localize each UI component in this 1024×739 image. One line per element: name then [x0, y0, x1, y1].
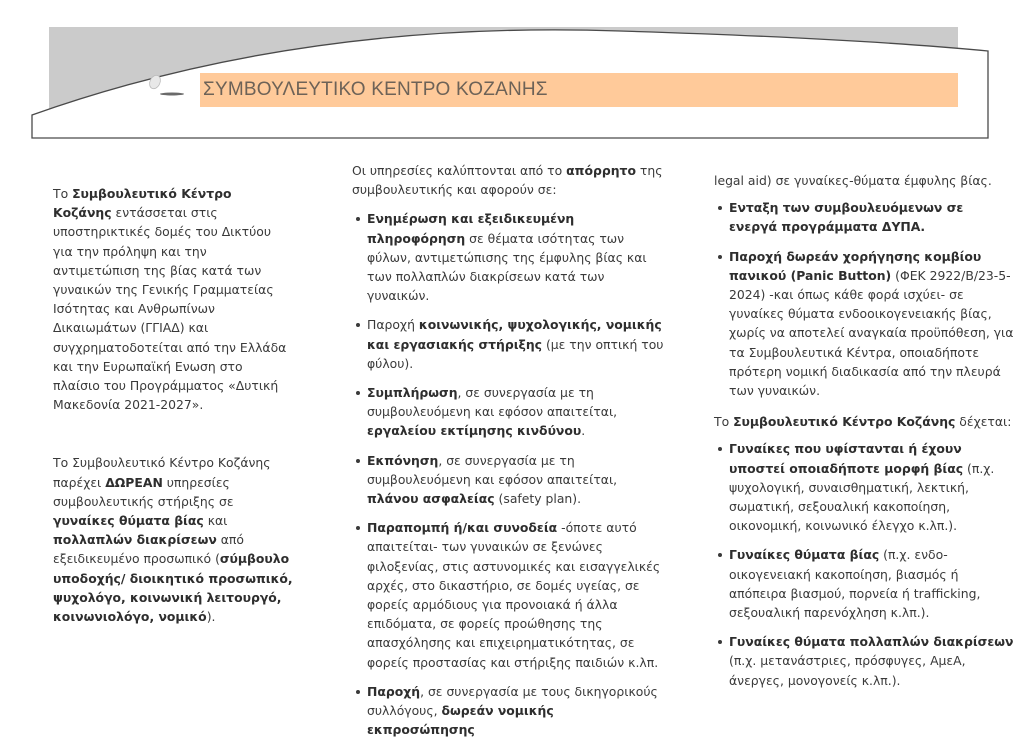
emphasis: απόρρητο: [566, 163, 636, 178]
emphasis: γυναίκες θύματα βίας: [53, 513, 204, 529]
accepts-list: [714, 439, 1014, 689]
text: (π.χ. ψυχολογική, συναισθηματική, λεκτική, σωματική, σεξουαλική κακοποίηση, οικονομική, κοινωνικό έλεγχο κ.λπ.).: [729, 460, 995, 534]
left-column: [53, 184, 293, 626]
list-item: [352, 518, 664, 672]
text: , σε συνεργασία με τη συμβουλευόμενη και εφόσον απαιτείται,: [367, 385, 618, 420]
text: (π.χ. ενδο-οικογενειακή κακοποίηση, βιασμός ή απόπειρα βιασμού, πορνεία ή trafficking, σεξουαλική παρενόχληση κ.λπ.).: [729, 547, 981, 621]
text: σε θέματα ισότητας των φύλων, αντιμετώπισης της έμφυλης βίας και των πολλαπλών διακρίσεων κατά των γυναικών.: [367, 230, 647, 304]
text: Παροχή: [367, 317, 419, 333]
list-item: [352, 315, 664, 373]
emphasis: Γυναίκες που υφίστανται ή έχουν υποστεί οποιαδήποτε μορφή βίας: [729, 441, 964, 476]
list-item: [714, 439, 1014, 535]
right-column: [714, 171, 1014, 690]
services-intro: [352, 161, 664, 199]
text: , σε συνεργασία με τους δικηγορικούς συλλόγους,: [367, 683, 658, 719]
text: , σε συνεργασία με τη συμβουλευόμενη και εφόσον απαιτείται,: [367, 452, 618, 487]
list-item: [352, 209, 664, 305]
emphasis: πολλαπλών διακρίσεων: [53, 532, 217, 548]
list-item: [714, 545, 1014, 622]
continued-text: legal aid) σε γυναίκες-θύματα έμφυλης βίας.: [714, 173, 992, 188]
text: -όποτε αυτό απαιτείται- των γυναικών σε ξενώνες φιλοξενίας, στις αστυνομικές και εισαγγελικές αρχές, στο δικαστήριο, σε δομές υγείας, σε φορείς αρμόδιους για προνοιακά ή άλλα επιδόματα, σε φορείς προώθησης της απασχόλησης και επιχειρηματικότητας, σε φορείς προστασίας και στήριξης παιδιών κ.λπ.: [367, 520, 661, 670]
emphasis: Γυναίκες θύματα πολλαπλών διακρίσεων: [729, 634, 1014, 650]
emphasis: Συμπλήρωση: [367, 385, 458, 401]
services-list: [352, 209, 664, 739]
middle-column: [352, 161, 664, 739]
emphasis: δωρεάν νομικής εκπροσώπησης: [367, 703, 554, 738]
intro-paragraph: [53, 184, 293, 414]
page-header: [0, 0, 1024, 150]
accepts-intro: [714, 412, 1014, 431]
center-name: Συμβουλευτικό Κέντρο Κοζάνης: [733, 414, 956, 430]
center-name: Συμβουλευτικό Κέντρο Κοζάνης: [53, 186, 232, 221]
emphasis: Παροχή δωρεάν χορήγησης κομβίου πανικού (Panic Button): [729, 248, 982, 283]
list-item: [714, 632, 1014, 690]
text: Το: [714, 414, 734, 430]
text: και: [203, 513, 228, 529]
text: της συμβουλευτικής και αφορούν σε:: [352, 163, 663, 198]
emphasis: Γυναίκες θύματα βίας: [729, 547, 880, 563]
list-item: [714, 198, 1014, 236]
services-paragraph: [53, 453, 293, 626]
text: ).: [206, 609, 216, 625]
emphasis: Παροχή: [367, 683, 421, 699]
text: (με την οπτική του φύλου).: [367, 336, 664, 371]
emphasis: πλάνου ασφαλείας: [367, 491, 495, 507]
list-item: [352, 451, 664, 509]
text: Το: [53, 186, 73, 201]
text: Οι υπηρεσίες καλύπτονται από το: [352, 163, 567, 178]
list-item: [352, 682, 664, 739]
text: εντάσσεται στις υποστηρικτικές δομές του Δικτύου για την πρόληψη και την αντιμετώπιση της βίας κατά των γυναικών της Γενικής Γραμματείας Ισότητας και Ανθρωπίνων Δικαιωμάτων (ΓΓΙΑΔ) και συγχρηματοδοτείται από την Ελλάδα και την Ευρωπαϊκή Ενωση στο πλαίσιο του Προγράμματος «Δυτική Μακεδονία 2021-2027».: [53, 205, 287, 413]
free-emphasis: ΔΩΡΕΑΝ: [105, 474, 163, 490]
list-item: [352, 383, 664, 441]
list-item: [714, 247, 1014, 401]
staff-list: σύμβουλο υποδοχής/ διοικητικό προσωπικό, ψυχολόγο, κοινωνική λειτουργό, κοινωνιολόγο, νομικό: [53, 551, 293, 625]
text: (ΦΕΚ 2922/Β/23-5-2024) -και όπως κάθε φορά ισχύει- σε γυναίκες θύματα ενδοοικογενειακής βίας, χωρίς να αποτελεί αναγκαία προϋπόθεση, για τα Συμβουλευτικά Κέντρα, οποιαδήποτε πρότερη νομική διαδικασία από την πλευρά των γυναικών.: [729, 267, 1014, 399]
text: από εξειδικευμένο προσωπικό (: [53, 532, 244, 567]
text: (safety plan).: [494, 491, 582, 507]
page-title: ΣΥΜΒΟΥΛΕΥΤΙΚΟ ΚΕΝΤΡΟ ΚΟΖΑΝΗΣ: [203, 79, 548, 100]
text: υπηρεσίες συμβουλευτικής στήριξης σε: [53, 474, 234, 509]
text: Το Συμβουλευτικό Κέντρο Κοζάνης παρέχει: [53, 455, 271, 490]
emphasis: εργαλείου εκτίμησης κινδύνου: [367, 423, 582, 439]
emphasis: Ενταξη των συμβουλευόμενων σε ενεργά προγράμματα ΔΥΠΑ.: [729, 200, 964, 235]
emphasis: Ενημέρωση και εξειδικευμένη πληροφόρηση: [367, 211, 575, 246]
text: .: [581, 423, 586, 439]
text: δέχεται:: [955, 414, 1012, 430]
emphasis: κοινωνικής, ψυχολογικής, νομικής και εργασιακής στήριξης: [367, 317, 662, 352]
text: (π.χ. μετανάστριες, πρόσφυγες, ΑμεΑ, άνεργες, μονογονείς κ.λπ.).: [729, 653, 966, 688]
services-list-continued: [714, 198, 1014, 400]
emphasis: Παραπομπή ή/και συνοδεία: [367, 520, 558, 536]
emphasis: Εκπόνηση: [367, 452, 439, 468]
